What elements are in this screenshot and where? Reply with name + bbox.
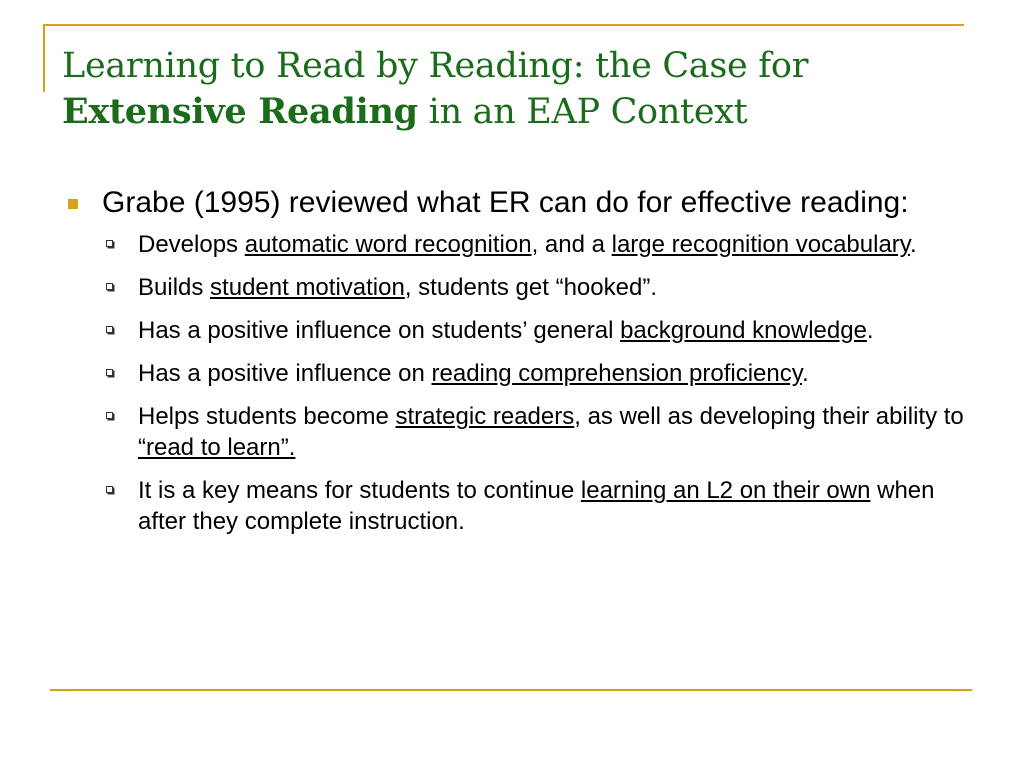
sub-bullet-text: It is a key means for students to continue bbox=[138, 477, 581, 504]
main-bullet-text: Grabe (1995) reviewed what ER can do for effective reading: bbox=[102, 186, 909, 219]
hollow-square-bullet-icon bbox=[106, 240, 113, 247]
sub-bullet-text: when after they complete instruction. bbox=[138, 477, 935, 535]
slide-title bbox=[62, 44, 962, 135]
frame-top-line bbox=[43, 24, 964, 26]
hollow-square-bullet-icon bbox=[106, 326, 113, 333]
sub-bullet-text: Helps students become bbox=[138, 403, 396, 430]
frame-bottom-line bbox=[50, 689, 972, 691]
hollow-square-bullet-icon bbox=[106, 412, 113, 419]
sub-bullet-text: , students get “hooked”. bbox=[404, 274, 657, 301]
sub-bullet-item bbox=[62, 358, 967, 389]
underlined-term: student motivation bbox=[210, 274, 405, 301]
underlined-term: learning an L2 on their own bbox=[580, 477, 871, 504]
sub-bullet-item bbox=[62, 315, 967, 346]
slide-body bbox=[62, 185, 967, 549]
hollow-square-bullet-icon bbox=[106, 486, 113, 493]
underlined-term: background knowledge bbox=[620, 317, 867, 344]
hollow-square-bullet-icon bbox=[106, 283, 113, 290]
sub-bullet-text: , as well as developing their ability to bbox=[574, 403, 964, 430]
sub-bullet-item bbox=[62, 475, 967, 537]
underlined-term: strategic readers bbox=[395, 403, 575, 430]
title-line-2 bbox=[62, 89, 962, 135]
sub-bullet-item bbox=[62, 229, 967, 260]
underlined-term: “read to learn”. bbox=[138, 434, 296, 461]
frame-left-line bbox=[43, 24, 45, 92]
sub-bullet-text: . bbox=[910, 231, 917, 258]
sub-bullet-item bbox=[62, 401, 967, 463]
sub-bullet-text: Has a positive influence on students’ general bbox=[138, 317, 621, 344]
sub-bullet-text: Develops bbox=[138, 231, 245, 258]
title-line-1: Learning to Read by Reading: the Case for bbox=[62, 46, 809, 86]
underlined-term: large recognition vocabulary bbox=[611, 231, 911, 258]
main-bullet-item bbox=[62, 185, 967, 221]
title-emphasis: Extensive Reading bbox=[62, 91, 418, 132]
sub-bullet-item bbox=[62, 272, 967, 303]
sub-bullet-text: Has a positive influence on bbox=[138, 360, 432, 387]
hollow-square-bullet-icon bbox=[106, 369, 113, 376]
sub-bullet-text: . bbox=[801, 360, 809, 387]
sub-bullet-text: . bbox=[866, 317, 874, 344]
sub-bullet-text: Builds bbox=[138, 274, 211, 301]
title-line-2-rest: in an EAP Context bbox=[417, 92, 748, 132]
underlined-term: reading comprehension proficiency bbox=[431, 360, 802, 387]
square-bullet-icon bbox=[68, 199, 78, 209]
sub-bullet-text: , and a bbox=[531, 231, 612, 258]
underlined-term: automatic word recognition bbox=[244, 231, 532, 258]
